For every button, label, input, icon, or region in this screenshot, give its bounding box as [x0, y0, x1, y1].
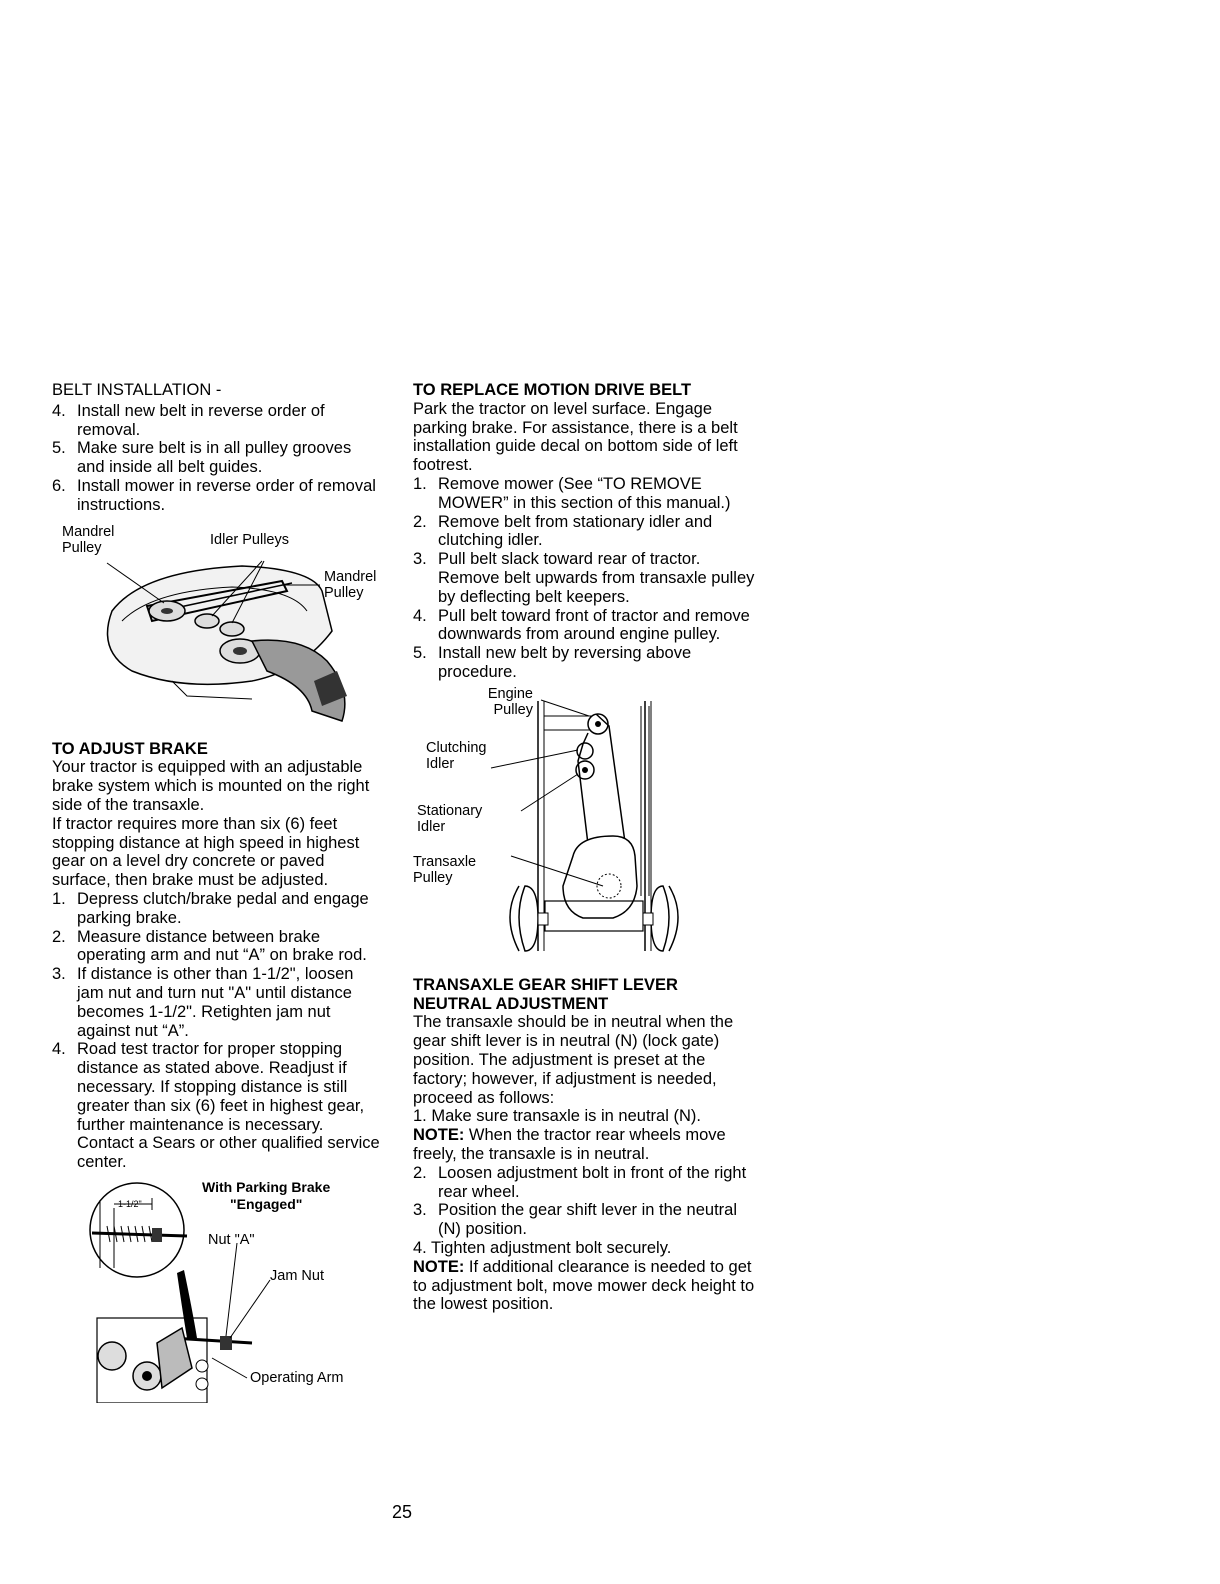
motion-belt-intro: Park the tractor on level surface. Engage parking brake. For assistance, there is a belt installation guide decal on bottom side of left footrest. [413, 399, 738, 475]
list-item: 2. Remove belt from stationary idler and clutching idler. [413, 512, 713, 550]
adjust-brake-intro: Your tractor is equipped with an adjustable brake system which is mounted on the right side of the transaxle. [52, 758, 370, 814]
belt-installation-steps [52, 402, 382, 515]
label-engine-pulley: Engine Pulley [487, 685, 533, 718]
left-column [52, 381, 382, 1403]
list-item: 1. Depress clutch/brake pedal and engage parking brake. [52, 889, 369, 927]
list-item: 3. Position the gear shift lever in the neutral (N) position. [413, 1201, 738, 1239]
label-operating-arm: Operating Arm [250, 1369, 344, 1386]
gear-shift-heading-1: TRANSAXLE GEAR SHIFT LEVER [413, 975, 678, 994]
label-mandrel-pulley-left: Mandrel Pulley [62, 523, 115, 556]
label-dimension: 1-1/2" [118, 1198, 142, 1209]
gear-shift-steps [413, 1164, 758, 1239]
label-with-parking-brake: With Parking Brake [202, 1178, 331, 1195]
mower-deck-figure [52, 521, 382, 736]
label-mandrel-pulley-right: Mandrel Pulley [324, 568, 377, 601]
gear-shift-intro: The transaxle should be in neutral when the gear shift lever is in neutral (N) (lock gate) position. The adjustment is preset at the factory; however, if adjustment is needed, proceed as follows: [413, 1013, 734, 1107]
list-item: 5. Install new belt by reversing above procedure. [413, 644, 692, 681]
label-idler-pulleys: Idler Pulleys [210, 531, 289, 548]
label-transaxle-pulley: Transaxle Pulley [413, 853, 477, 886]
list-item: 4. Road test tractor for proper stopping distance as stated above. Readjust if necessary. If stopping distance is still greater than six (6) feet in highest gear, further maintenance is necessary. Contact a Sears or other qualified service center. [52, 1040, 380, 1172]
gear-shift-step-4: 4. Tighten adjustment bolt securely. [413, 1238, 672, 1257]
label-jam-nut: Jam Nut [270, 1267, 324, 1284]
list-item: 2. Loosen adjustment bolt in front of the right rear wheel. [413, 1163, 747, 1201]
list-item: 5. Make sure belt is in all pulley grooves and inside all belt guides. [52, 439, 352, 477]
label-engaged: "Engaged" [230, 1195, 303, 1212]
gear-shift-step-1: 1. Make sure transaxle is in neutral (N). [413, 1107, 701, 1126]
list-item: 3. If distance is other than 1-1/2", loosen jam nut and turn nut "A" until distance becomes 1-1/2". Retighten jam nut against nut “A”. [52, 965, 354, 1040]
motion-belt-heading: TO REPLACE MOTION DRIVE BELT [413, 381, 692, 399]
list-item: 1. Remove mower (See “TO REMOVE MOWER” in this section of this manual.) [413, 474, 731, 512]
gear-shift-note-2: NOTE: If additional clearance is needed to get to adjustment bolt, move mower deck height to the lowest position. [413, 1257, 755, 1314]
right-column [413, 381, 758, 1314]
drive-belt-figure [413, 686, 758, 966]
list-item: 3. Pull belt slack toward rear of tractor. Remove belt upwards from transaxle pulley by deflecting belt keepers. [413, 550, 755, 606]
page-number: 25 [392, 1502, 413, 1522]
list-item: 4. Pull belt toward front of tractor and remove downwards from around engine pulley. [413, 606, 750, 644]
label-stationary-idler: Stationary Idler [417, 802, 483, 835]
motion-belt-steps [413, 475, 758, 682]
label-nut-a: Nut "A" [208, 1231, 255, 1248]
adjust-brake-intro-2: If tractor requires more than six (6) feet stopping distance at high speed in highest gear on a level dry concrete or paved surface, then brake must be adjusted. [52, 814, 360, 890]
list-item: 4. Install new belt in reverse order of removal. [52, 401, 325, 439]
belt-installation-heading: BELT INSTALLATION - [52, 381, 222, 399]
brake-figure [52, 1178, 372, 1403]
adjust-brake-heading: TO ADJUST BRAKE [52, 739, 208, 758]
label-clutching-idler: Clutching Idler [426, 739, 487, 772]
list-item: 2. Measure distance between brake operating arm and nut “A” on brake rod. [52, 927, 367, 965]
adjust-brake-steps [52, 890, 382, 1172]
gear-shift-note-1: NOTE: When the tractor rear wheels move freely, the transaxle is in neutral. [413, 1126, 726, 1163]
gear-shift-heading-2: NEUTRAL ADJUSTMENT [413, 994, 609, 1013]
list-item: 6. Install mower in reverse order of removal instructions. [52, 476, 376, 514]
